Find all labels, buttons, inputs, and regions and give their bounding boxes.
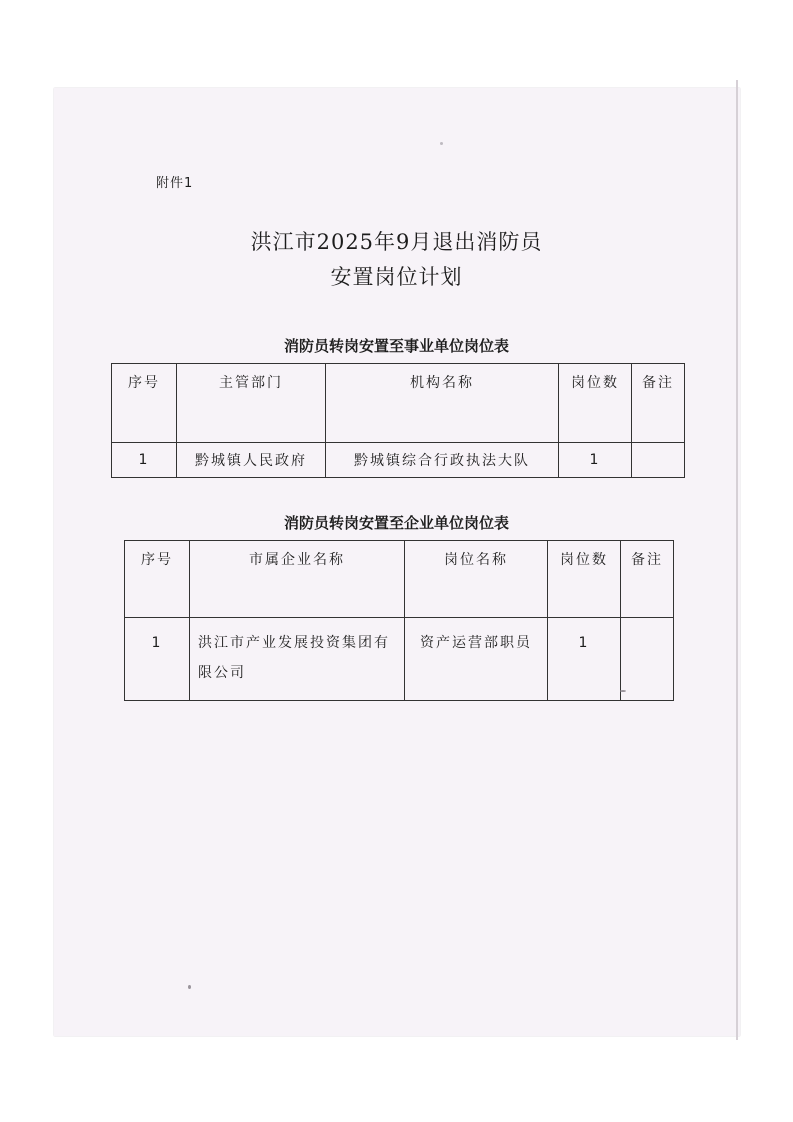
header-remarks: 备注	[621, 541, 674, 618]
header-department: 主管部门	[177, 364, 326, 443]
cell-department: 黔城镇人民政府	[177, 443, 326, 478]
cell-position-count: 1	[559, 443, 632, 478]
cell-position-name: 资产运营部职员	[405, 618, 548, 701]
header-position-count: 岗位数	[559, 364, 632, 443]
header-seq: 序号	[112, 364, 177, 443]
scan-speck	[440, 142, 443, 145]
header-institution: 机构名称	[326, 364, 559, 443]
table-header-row	[112, 364, 685, 443]
page-edge	[736, 80, 738, 1040]
public-institution-positions-table	[111, 363, 685, 478]
table1-caption: 消防员转岗安置至事业单位岗位表	[283, 337, 509, 355]
attachment-label: 附件1	[156, 176, 194, 191]
table-row	[125, 618, 674, 701]
header-seq: 序号	[125, 541, 190, 618]
table-header-row	[125, 541, 674, 618]
scan-speck	[620, 690, 626, 692]
cell-seq: 1	[112, 443, 177, 478]
scan-speck	[188, 985, 191, 989]
document-title-line1: 洪江市2025年9月退出消防员	[250, 230, 543, 254]
table2-caption: 消防员转岗安置至企业单位岗位表	[283, 514, 509, 532]
cell-enterprise: 洪江市产业发展投资集团有限公司	[190, 618, 405, 701]
header-remarks: 备注	[632, 364, 685, 443]
cell-remarks	[621, 618, 674, 701]
header-position-name: 岗位名称	[405, 541, 548, 618]
enterprise-positions-table	[124, 540, 674, 701]
document-title-line2: 安置岗位计划	[330, 265, 463, 289]
header-position-count: 岗位数	[548, 541, 621, 618]
cell-position-count: 1	[548, 618, 621, 701]
cell-seq: 1	[125, 618, 190, 701]
cell-remarks	[632, 443, 685, 478]
table-row	[112, 443, 685, 478]
header-enterprise: 市属企业名称	[190, 541, 405, 618]
cell-institution: 黔城镇综合行政执法大队	[326, 443, 559, 478]
